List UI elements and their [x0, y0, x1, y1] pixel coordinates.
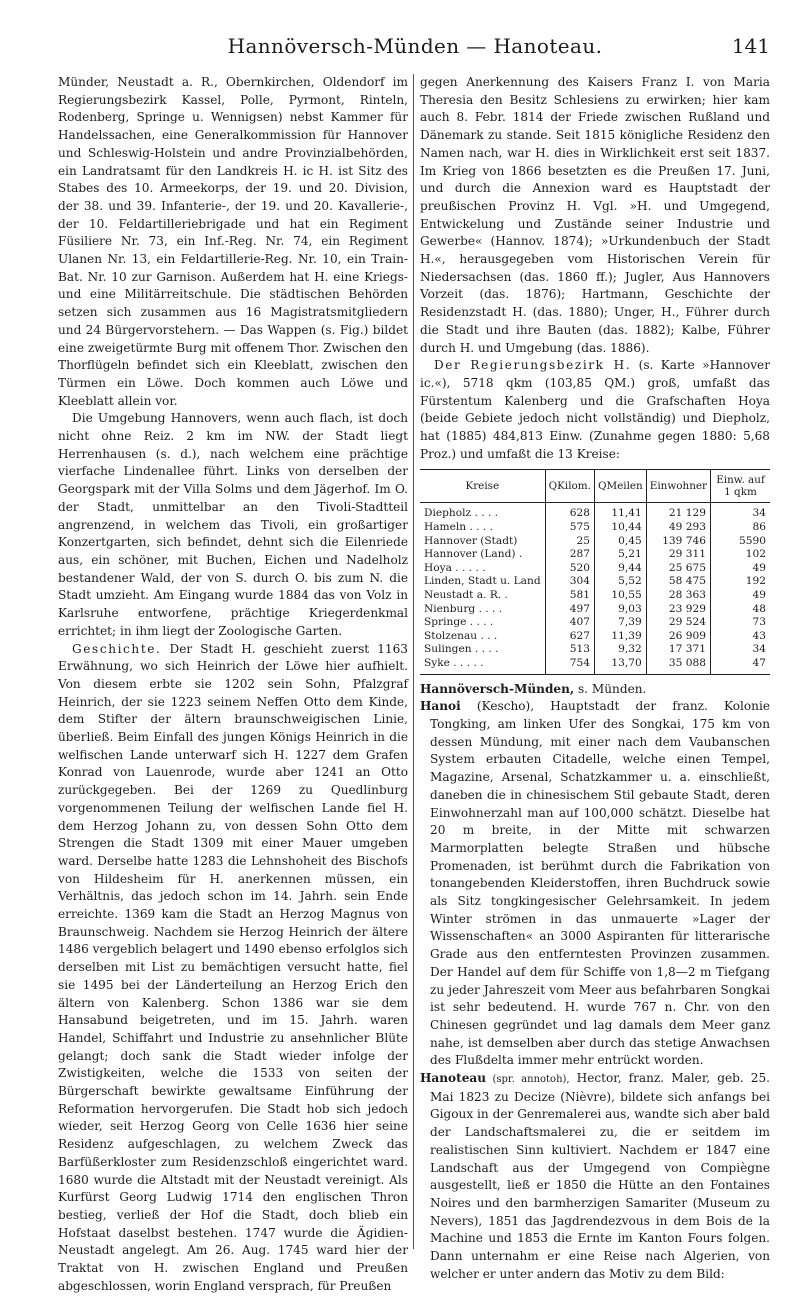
table-cell: 29 311 — [646, 548, 710, 562]
district-name-cell: Neustadt a. R. . — [424, 589, 508, 602]
left-column — [58, 74, 408, 1293]
table-cell: 10,44 — [594, 521, 646, 535]
table-cell: 35 088 — [646, 657, 710, 674]
table-cell: 11,41 — [594, 503, 646, 521]
table-cell: 49 — [711, 589, 771, 603]
column-divider — [413, 74, 414, 1249]
table-cell: 49 293 — [646, 521, 710, 535]
table-header-cell: Einwohner — [646, 470, 710, 503]
paragraph-history-continued: gegen Anerkennung des Kaisers Franz I. von Maria Theresia den Besitz Schlesiens zu erwirken; hier kam auch 8. Febr. 1814 der Friede zwischen Rußland und Dänemark zu stande. Seit 1815 königliche Residenz den Namen nach, war H. dies in Wirklichkeit erst seit 1837. Im Krieg von 1866 besetzten es die Preußen 17. Juni, und durch die Annexion ward es Hauptstadt der preußischen Provinz H. Vgl. »H. und Umgegend, Entwickelung und Zustände seiner Industrie und Gewerbe« (Hannov. 1874); »Urkundenbuch der Stadt H.«, herausgegeben vom Historischen Verein für Niedersachsen (das. 1860 ff.); Jugler, Aus Hannovers Vorzeit (das. 1876); Hartmann, Geschichte der Residenzstadt H. (das. 1880); Unger, H., Führer durch die Stadt und ihre Bauten (das. 1882); Kalbe, Führer durch H. und Umgebung (das. 1886). — [420, 75, 770, 355]
table-cell: 25 — [545, 535, 594, 549]
table-cell: 11,39 — [594, 630, 646, 644]
table-row — [420, 575, 770, 589]
table-cell: 407 — [545, 616, 594, 630]
table-row — [420, 630, 770, 644]
table-cell: 73 — [711, 616, 771, 630]
table-cell: 520 — [545, 562, 594, 576]
table-cell: 34 — [711, 643, 771, 657]
table-cell: 754 — [545, 657, 594, 674]
table-cell: 304 — [545, 575, 594, 589]
entry-hanoi — [420, 698, 770, 1070]
table-header-row — [420, 470, 770, 503]
table-cell: 13,70 — [594, 657, 646, 674]
table-cell: 139 746 — [646, 535, 710, 549]
table-cell: 9,44 — [594, 562, 646, 576]
table-body — [420, 503, 770, 674]
districts-table — [420, 469, 770, 674]
right-column — [420, 74, 770, 1281]
table-cell: 34 — [711, 503, 771, 521]
table-cell: 628 — [545, 503, 594, 521]
table-row — [420, 535, 770, 549]
district-name-cell: Syke . . . . . — [424, 657, 484, 669]
table-cell: 5,52 — [594, 575, 646, 589]
entry-headword: Hannöversch-Münden, — [420, 681, 575, 696]
paragraph-surroundings: Die Umgebung Hannovers, wenn auch flach, ist doch nicht ohne Reiz. 2 km im NW. der Stadt liegt Herrenhausen (s. d.), nach welchem eine prächtige vierfache Lindenallee führt. Links von derselben der Georgspark mit der Villa Solms und dem Jägerhof. Im O. der Stadt, unmittelbar an den Tivoli-Stadtteil angrenzend, in welchem das Tivoli, ein großartiger Konzertgarten, sich befindet, dehnt sich die Eilenriede aus, ein schöner, mit Buchen, Eichen und Nadelholz bestandener Wald, der von S. durch O. bis zum N. die Stadt umzieht. Am Eingang wurde 1884 das von Volz in Karlsruhe entworfene, prächtige Kriegerdenkmal errichtet; in ihm liegt der Zoologische Garten. — [58, 411, 408, 638]
district-name-cell: Hannover (Stadt) — [424, 534, 518, 547]
table-cell: 28 363 — [646, 589, 710, 603]
table-cell: 49 — [711, 562, 771, 576]
entry-pronunciation: (spr. annotoh), — [486, 1074, 570, 1086]
table-cell: 47 — [711, 657, 771, 674]
table-row — [420, 548, 770, 562]
regierungsbezirk-label: Der Regierungsbezirk H. — [434, 358, 632, 373]
district-name-cell: Hannover (Land) . — [424, 548, 523, 561]
entry-headword: Hanoi — [420, 699, 461, 714]
running-title: Hannöversch-Münden — Hanoteau. — [227, 34, 603, 58]
table-cell: 513 — [545, 643, 594, 657]
table-header-cell: Einw. auf 1 qkm — [711, 470, 771, 503]
table-cell: 21 129 — [646, 503, 710, 521]
district-name-cell: Diepholz . . . . — [424, 507, 499, 520]
paragraph-history — [58, 641, 408, 1296]
history-label: Geschichte. — [72, 641, 162, 656]
table-cell: 497 — [545, 603, 594, 617]
district-name-cell: Nienburg . . . . — [424, 602, 503, 615]
table-cell: 9,32 — [594, 643, 646, 657]
table-cell: 26 909 — [646, 630, 710, 644]
table-header-cell: Kreise — [420, 470, 545, 503]
table-cell: 10,55 — [594, 589, 646, 603]
district-name-cell: Hameln . . . . — [424, 521, 494, 534]
entry-headword: Hanoteau — [420, 1071, 487, 1086]
table-cell: 287 — [545, 548, 594, 562]
table-cell: 48 — [711, 603, 771, 617]
district-name-cell: Springe . . . . — [424, 616, 494, 629]
table-cell: 25 675 — [646, 562, 710, 576]
table-row — [420, 657, 770, 674]
district-name-cell: Stolzenau . . . — [424, 629, 498, 642]
page-number: 141 — [731, 34, 770, 58]
table-cell: 0,45 — [594, 535, 646, 549]
table-row — [420, 589, 770, 603]
table-row — [420, 643, 770, 657]
entry-hanoteau — [420, 1070, 770, 1283]
entry-text: s. Münden. — [574, 681, 647, 696]
table-cell: 23 929 — [646, 603, 710, 617]
page-header — [60, 30, 770, 64]
table-cell: 5,21 — [594, 548, 646, 562]
table-cell: 58 475 — [646, 575, 710, 589]
regierungsbezirk-text: (s. Karte »Hannover ic.«), 5718 qkm (103,85 QM.) groß, umfaßt das Fürstentum Kalenberg und die Grafschaften Hoya (beide Gebiete jedoch nicht vollständig) und Diepholz, hat (1885) 484,813 Einw. (Zunahme gegen 1880: 5,68 Proz.) und umfaßt die 13 Kreise: — [420, 358, 770, 461]
entry-hannoversch-muenden — [420, 681, 770, 699]
table-cell: 102 — [711, 548, 771, 562]
district-name-cell: Hoya . . . . . — [424, 561, 486, 574]
table-cell: 86 — [711, 521, 771, 535]
table-cell: 5590 — [711, 535, 771, 549]
table-row — [420, 562, 770, 576]
table-cell: 7,39 — [594, 616, 646, 630]
table-row — [420, 521, 770, 535]
district-name-cell: Linden, Stadt u. Land — [424, 575, 541, 588]
entry-text: Hector, franz. Maler, geb. 25. Mai 1823 zu Decize (Nièvre), bildete sich anfangs bei Gigoux in der Genremalerei aus, wandte sich aber bald der Landschaftsmalerei zu, die er seitdem im realistischen Sinn kultiviert. Nachdem er 1847 eine Landschaft aus der Umgegend von Compiègne ausgestellt, ließ er 1850 die Hütte an den Fontaines Noires und den barmherzigen Samariter (Museum zu Nevers), 1851 das Jagdrendezvous in dem Bois de la Machine und 1853 die Ernte im Kanton Fours folgen. Dann unternahm er eine Reise nach Algerien, von welcher er unter andern das Motiv zu dem Bild: — [430, 1071, 770, 1281]
table-cell: 627 — [545, 630, 594, 644]
table-cell: 43 — [711, 630, 771, 644]
history-text: Der Stadt H. geschieht zuerst 1163 Erwähnung, wo sich Heinrich der Löwe hier aufhielt. Von diesem erbte sie 1202 sein Sohn, Pfalzgraf Heinrich, der sie 1223 seinem Neffen Otto dem Kinde, dem Stifter der ältern braunschweigischen Linie, überließ. Beim Einfall des jungen Königs Heinrich in die welfischen Lande unterwarf sich H. 1227 dem Grafen Konrad von Lauenrode, wurde aber 1241 an Otto zurückgegeben. Bei der 1269 zu Quedlinburg vorgenommenen Teilung der welfischen Lande fiel H. dem Herzog Johann zu, von dessen Sohn Otto dem Strengen die Stadt 1309 mit einer Mauer umgeben ward. Derselbe hatte 1283 die Lehnshoheit des Bischofs von Hildesheim für H. anerkennen müssen, ein Verhältnis, das jedoch schon im 14. Jahrh. sein Ende erreichte. 1369 kam die Stadt an Herzog Magnus von Braunschweig. Nachdem sie Herzog Heinrich der ältere 1486 vergeblich belagert und 1490 ebenso erfolglos sich derselben mit List zu bemächtigen versucht hatte, fiel sie 1495 bei der Länderteilung an Herzog Erich den ältern von Kalenberg. Schon 1386 war sie dem Hansabund beigetreten, und im 15. Jahrh. waren Handel, Schiffahrt und Industrie zu ansehnlicher Blüte gelangt; doch sank die Stadt wieder infolge der Zwistigkeiten, welche die 1533 von seiten der Bürgerschaft bewirkte gewaltsame Einführung der Reformation hervorgerufen. Die Stadt hob sich jedoch wieder, seit Herzog Georg von Celle 1636 hier seine Residenz aufgeschlagen, zu welchem Zweck das Barfüßerkloster zum Residenzschloß eingerichtet ward. 1680 wurde die Altstadt mit der Neustadt vereinigt. Als Kurfürst Georg Ludwig 1714 den englischen Thron bestieg, verließ der Hof die Stadt, doch blieb ein Hofstaat daselbst bestehen. 1747 wurde die Ägidien-Neustadt angelegt. Am 26. Aug. 1745 ward hier der Traktat von H. zwischen England und Preußen abgeschlossen, worin England versprach, für Preußen — [58, 641, 408, 1293]
district-name-cell: Sulingen . . . . — [424, 643, 499, 656]
table-cell: 29 524 — [646, 616, 710, 630]
entry-text: (Kescho), Hauptstadt der franz. Kolonie Tongking, am linken Ufer des Songkai, 175 km von dessen Mündung, mit einer nach dem Vaubanschen System erbauten Citadelle, welche einen Tempel, Magazine, Arsenal, Schatzkammer u. a. einschließt, daneben die in chinesischem Stil gebaute Stadt, deren Einwohnerzahl man auf 100,000 schätzt. Dieselbe hat 20 m breite, in der Mitte mit schwarzen Marmorplatten belegte Straßen und hübsche Promenaden, ist berühmt durch die Fabrikation von tonangebenden Kleiderstoffen, ihren Buchdruck sowie als Sitz tongkingesischer Gelehrsamkeit. In jedem Winter strömen in das unmauerte »Lager der Wissenschaften« an 3000 Aspiranten für litterarische Grade aus den entferntesten Provinzen zusammen. Der Handel auf dem für Schiffe von 1,8—2 m Tiefgang zu jeder Jahreszeit vom Meer aus befahrbaren Songkai ist sehr bedeutend. H. wurde 767 n. Chr. von den Chinesen gegründet und lag damals dem Meer ganz nahe, ist demselben aber durch das stetige Anwachsen des Flußdelta immer mehr entrückt worden. — [430, 699, 770, 1068]
table-row — [420, 616, 770, 630]
table-row — [420, 603, 770, 617]
table-cell: 192 — [711, 575, 771, 589]
table-cell: 575 — [545, 521, 594, 535]
table-cell: 581 — [545, 589, 594, 603]
table-cell: 9,03 — [594, 603, 646, 617]
table-header-cell: QKilom. — [545, 470, 594, 503]
paragraph-regierungsbezirk — [420, 357, 770, 463]
table-cell: 17 371 — [646, 643, 710, 657]
paragraph-garrison: Münder, Neustadt a. R., Obernkirchen, Oldendorf im Regierungsbezirk Kassel, Polle, Pyrmont, Rinteln, Rodenberg, Springe u. Wennigsen) nebst Kammer für Handelssachen, eine Generalkommission für Hannover und Schleswig-Holstein und andre Provinzialbehörden, ein Landratsamt für den Landkreis H. ic H. ist Sitz des Stabes des 10. Armeekorps, der 19. und 20. Division, der 38. und 39. Infanterie-, der 19. und 20. Kavallerie-, der 10. Feldartilleriebrigade und hat ein Regiment Füsiliere Nr. 73, ein Inf.-Reg. Nr. 74, ein Regiment Ulanen Nr. 13, ein Feldartillerie-Reg. Nr. 10, ein Train-Bat. Nr. 10 zur Garnison. Außerdem hat H. eine Kriegs- und eine Militärreitschule. Die städtischen Behörden setzen sich zusammen aus 16 Magistratsmitgliedern und 24 Bürgervorstehern. — Das Wappen (s. Fig.) bildet eine zweigetürmte Burg mit offenem Thor. Zwischen den Thorflügeln befindet sich ein Kleeblatt, zwischen den Türmen ein Löwe. Doch kommen auch Löwe und Kleeblatt allein vor. — [58, 75, 408, 408]
table-header-cell: QMeilen — [594, 470, 646, 503]
table-row — [420, 503, 770, 521]
